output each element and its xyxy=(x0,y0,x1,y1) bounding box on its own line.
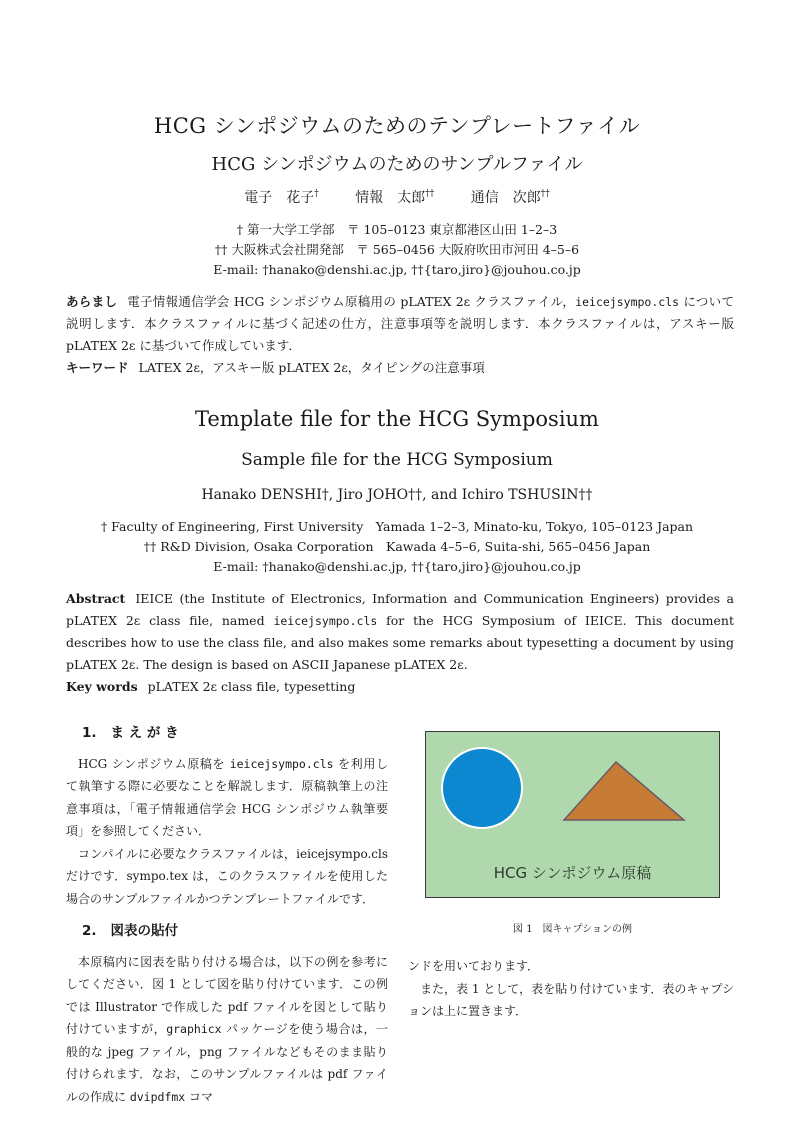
left-column xyxy=(66,722,388,1108)
abstract-en-body: Abstract IEICE (the Institute of Electronics, Information and Communication Engineers) provides a pLATEX 2ε class file, named ieicejsympo.cls for the HCG Symposium of IEICE. This document describes how to use the class file, and also makes some remarks about typesetting a document by using pLATEX 2ε. The design is based on ASCII Japanese pLATEX 2ε. xyxy=(66,591,734,672)
title-en: Template file for the HCG Symposium xyxy=(195,407,599,431)
figure-label: HCG シンポジウム原稿 xyxy=(493,864,652,882)
section-1-heading: 1. ま え が き xyxy=(82,725,179,741)
figure-caption: 図 1 図キャプションの例 xyxy=(513,924,632,935)
affiliation-1: † 第一大学工学部 〒 105–0123 東京都港区山田 1–2–3 xyxy=(236,222,558,237)
abstract-ja xyxy=(66,291,734,379)
keywords-label-en: Key words xyxy=(66,679,138,694)
subtitle-ja: HCG シンポジウムのためのサンプルファイル xyxy=(211,154,583,175)
author-2: 情報 太郎†† xyxy=(355,189,435,206)
abstract-label-en: Abstract xyxy=(66,591,126,606)
keywords-ja: キーワード LATEX 2ε，アスキー版 pLATEX 2ε，タイピングの注意事項 xyxy=(66,360,485,375)
abstract-ja-body: あらまし 電子情報通信学会 HCG シンポジウム原稿用の pLATEX 2ε クラスファイル，ieicejsympo.cls について説明します．本クラスファイルに基づく記述の仕方，注意事項等を説明します．本クラスファイルは，アスキー版 pLATEX 2ε に基づいて作成しています． xyxy=(66,294,734,353)
section-2-continuation: ンドを用いております． xyxy=(408,959,540,973)
email: E-mail: †hanako@denshi.ac.jp, ††{taro,jiro}@jouhou.co.jp xyxy=(213,262,581,277)
email-en: E-mail: †hanako@denshi.ac.jp, ††{taro,jiro}@jouhou.co.jp xyxy=(213,559,581,574)
abstract-label: あらまし xyxy=(66,294,118,309)
affiliation-2: †† 大阪株式会社開発部 〒 565–0456 大阪府吹田市河田 4–5–6 xyxy=(214,242,580,257)
affiliation-1-en: † Faculty of Engineering, First University Yamada 1–2–3, Minato-ku, Tokyo, 105–0123 Japan xyxy=(100,519,694,534)
section-2-heading: 2. 図表の貼付 xyxy=(82,923,179,939)
section-2-paragraph-2: また，表 1 として，表を貼り付けています．表のキャプションは上に置きます． xyxy=(408,981,734,1018)
title-ja: HCG シンポジウムのためのテンプレートファイル xyxy=(153,114,641,138)
authors-en: Hanako DENSHI†, Jiro JOHO††, and Ichiro TSHUSIN†† xyxy=(201,487,593,503)
circle-shape-icon xyxy=(442,748,522,828)
keywords-en: Key words pLATEX 2ε class file, typesetting xyxy=(66,679,356,694)
authors-ja xyxy=(0,187,794,207)
author-1: 電子 花子† xyxy=(244,189,319,206)
section-2-paragraph-1: 本原稿内に図表を貼り付ける場合は，以下の例を参考にしてください．図 1 として図を貼り付けています．この例では Illustrator で作成した pdf ファイルを図として貼り付けていますが，graphicx パッケージを使う場合は，一般的な jpeg ファイル，png ファイルなどもそのまま貼り付けられます．なお，このサンプルファイルは pdf ファイルの作成に dvipdfmx コマ xyxy=(66,954,388,1104)
figure-1 xyxy=(425,731,720,898)
right-column xyxy=(408,955,734,1023)
affiliations-en xyxy=(0,517,794,577)
subtitle-en: Sample file for the HCG Symposium xyxy=(241,450,553,470)
abstract-en xyxy=(66,588,734,698)
section-1-paragraph-2: コンパイルに必要なクラスファイルは，ieicejsympo.cls だけです．sympo.tex は，このクラスファイルを使用した場合のサンプルファイルかつテンプレートファイルです． xyxy=(66,846,388,906)
triangle-shape-icon xyxy=(564,762,684,820)
code-filename: ieicejsympo.cls xyxy=(575,295,680,309)
affiliation-2-en: †† R&D Division, Osaka Corporation Kawada 4–5–6, Suita-shi, 565–0456 Japan xyxy=(143,539,651,554)
author-3: 通信 次郎†† xyxy=(470,189,550,206)
section-1-paragraph-1: HCG シンポジウム原稿を ieicejsympo.cls を利用して執筆する際に必要なことを解説します．原稿執筆上の注意事項は，「電子情報通信学会 HCG シンポジウム執筆要項」を参照してください． xyxy=(66,756,388,838)
affiliations-ja xyxy=(0,220,794,280)
code-filename-en: ieicejsympo.cls xyxy=(273,614,378,628)
keywords-label: キーワード xyxy=(66,360,129,375)
